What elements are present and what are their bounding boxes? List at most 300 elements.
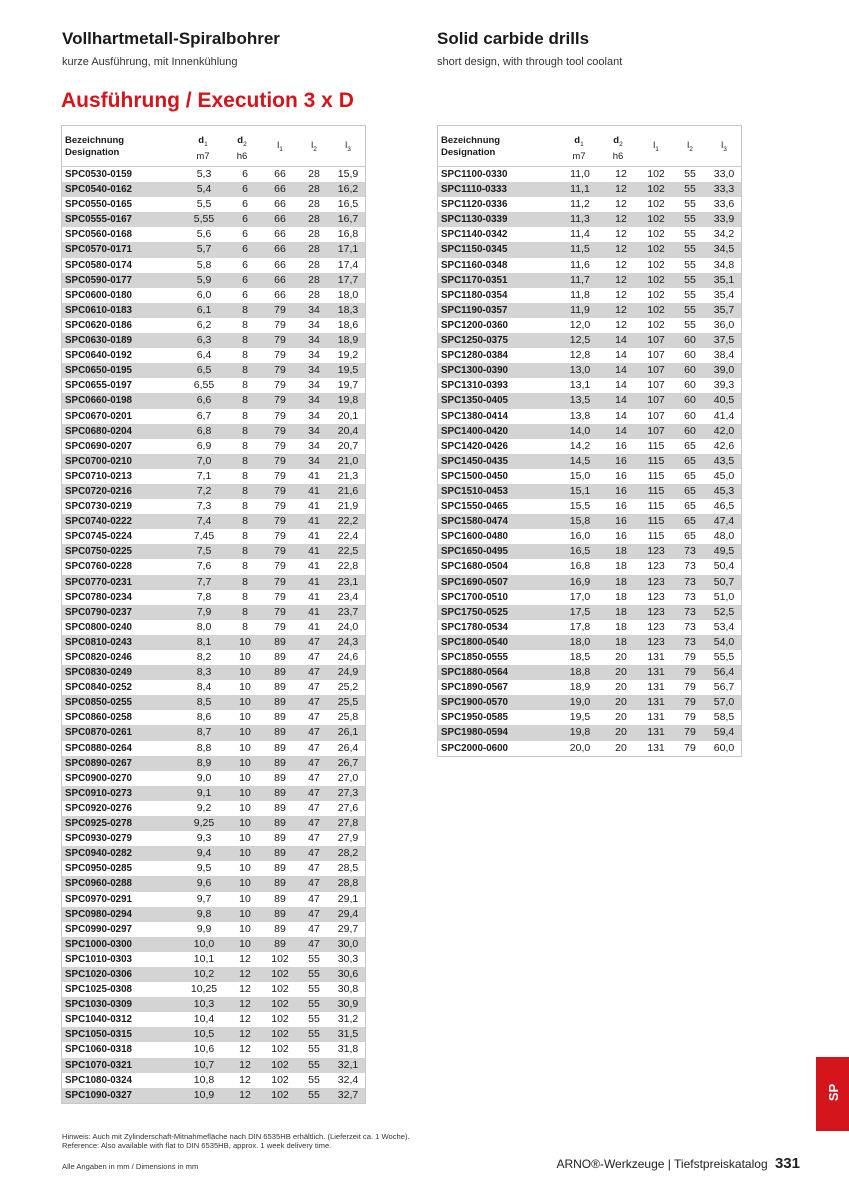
cell-designation: SPC0640-0192 <box>65 350 132 362</box>
cell-designation: SPC0660-0198 <box>65 395 132 407</box>
cell-l1: 102 <box>271 952 289 965</box>
cell-designation: SPC0650-0195 <box>65 365 132 377</box>
cell-designation: SPC1980-0594 <box>441 727 508 739</box>
cell-l1: 115 <box>647 469 665 482</box>
cell-designation: SPC0820-0246 <box>65 652 132 663</box>
cell-l1: 79 <box>274 620 286 633</box>
cell-l3: 16,5 <box>337 198 359 211</box>
cell-l1: 89 <box>274 771 286 784</box>
cell-l1: 89 <box>274 651 286 663</box>
cell-l2: 47 <box>308 877 320 890</box>
cell-designation: SPC1030-0309 <box>65 999 132 1011</box>
cell-l2: 55 <box>308 998 320 1011</box>
cell-l3: 26,4 <box>337 741 359 754</box>
cell-l2: 47 <box>308 892 320 905</box>
cell-l1: 107 <box>647 349 665 362</box>
cell-l2: 79 <box>684 666 696 679</box>
table-row <box>62 167 365 182</box>
cell-d1: 7,6 <box>196 560 212 573</box>
cell-l2: 65 <box>684 530 696 543</box>
cell-l1: 123 <box>647 590 665 603</box>
cell-d1: 5,3 <box>196 168 212 180</box>
cell-d2: 16 <box>615 439 627 452</box>
cell-designation: SPC0570-0171 <box>65 244 132 256</box>
cell-designation: SPC1150-0345 <box>441 244 508 256</box>
cell-d1: 11,8 <box>570 288 590 301</box>
cell-l2: 79 <box>684 696 696 709</box>
cell-d1: 6,8 <box>196 424 212 437</box>
cell-d1: 10,2 <box>193 967 215 980</box>
cell-l2: 34 <box>308 303 320 316</box>
cell-d1: 9,25 <box>193 817 215 830</box>
cell-designation: SPC1800-0540 <box>441 636 508 648</box>
cell-l2: 65 <box>684 515 696 528</box>
cell-designation: SPC1060-0318 <box>65 1044 132 1056</box>
title-de: Vollhartmetall-Spiralbohrer <box>62 29 280 48</box>
execution-heading: Ausführung / Execution 3 x D <box>61 89 354 112</box>
cell-designation: SPC1190-0357 <box>441 304 508 316</box>
cell-designation: SPC0980-0294 <box>65 908 132 920</box>
cell-l1: 66 <box>274 213 286 226</box>
header-l1-symbol: l <box>653 140 656 151</box>
cell-l1: 89 <box>274 862 286 875</box>
cell-d2: 18 <box>615 590 627 603</box>
cell-l2: 41 <box>308 575 320 588</box>
cell-l1: 102 <box>271 1028 289 1041</box>
cell-l3: 42,0 <box>713 424 735 437</box>
cell-d1: 7,7 <box>196 575 212 588</box>
cell-d1: 6,9 <box>196 439 212 452</box>
cell-designation: SPC1450-0435 <box>441 455 508 467</box>
cell-d1: 10,4 <box>193 1013 215 1026</box>
table-row <box>62 559 365 574</box>
cell-l1: 66 <box>274 183 286 196</box>
cell-d1: 17,0 <box>569 590 591 603</box>
cell-designation: SPC1420-0426 <box>441 440 508 452</box>
cell-l3: 28,2 <box>337 847 359 860</box>
cell-l3: 38,4 <box>713 349 735 362</box>
table-row <box>62 801 365 816</box>
cell-d2: 20 <box>615 741 627 754</box>
cell-l1: 89 <box>274 907 286 920</box>
cell-l3: 56,4 <box>713 666 735 679</box>
cell-l3: 46,5 <box>713 500 735 513</box>
header-d2-tolerance: h6 <box>236 150 248 162</box>
cell-l1: 89 <box>274 681 286 694</box>
cell-d2: 18 <box>615 575 627 588</box>
table-row <box>62 1042 365 1057</box>
cell-d2: 10 <box>239 922 251 935</box>
cell-d2: 14 <box>615 409 627 422</box>
cell-d1: 6,6 <box>196 394 212 407</box>
table-row <box>62 635 365 650</box>
cell-l2: 60 <box>684 394 696 407</box>
cell-l1: 79 <box>274 484 286 497</box>
cell-d1: 7,0 <box>196 454 212 467</box>
cell-l3: 18,9 <box>337 334 359 347</box>
cell-l3: 29,1 <box>337 892 359 905</box>
table-row <box>62 197 365 212</box>
cell-d1: 6,0 <box>196 288 212 301</box>
cell-d2: 14 <box>615 394 627 407</box>
cell-l3: 30,9 <box>337 998 359 1011</box>
cell-d1: 18,5 <box>569 651 591 663</box>
cell-l1: 107 <box>647 409 665 422</box>
cell-designation: SPC1090-0327 <box>65 1089 132 1101</box>
cell-d2: 10 <box>239 801 251 814</box>
cell-l2: 55 <box>308 1058 320 1071</box>
cell-d1: 7,2 <box>196 484 212 497</box>
cell-l1: 66 <box>274 243 286 256</box>
cell-d1: 15,1 <box>569 484 591 497</box>
cell-designation: SPC0720-0216 <box>65 485 132 497</box>
cell-l3: 43,5 <box>713 454 735 467</box>
cell-l3: 40,5 <box>713 394 735 407</box>
cell-designation: SPC1020-0306 <box>65 968 132 980</box>
cell-l3: 25,8 <box>337 711 359 724</box>
cell-designation: SPC0970-0291 <box>65 893 132 905</box>
cell-l3: 22,5 <box>337 545 359 558</box>
cell-designation: SPC0670-0201 <box>65 410 132 422</box>
cell-l1: 89 <box>274 726 286 739</box>
cell-d1: 6,55 <box>193 379 215 392</box>
cell-d2: 8 <box>242 454 248 467</box>
cell-d2: 16 <box>615 530 627 543</box>
cell-l3: 30,6 <box>337 967 359 980</box>
cell-d1: 20,0 <box>569 741 591 754</box>
cell-l2: 65 <box>684 500 696 513</box>
cell-l2: 34 <box>308 424 320 437</box>
cell-l3: 20,1 <box>337 409 359 422</box>
cell-d1: 5,9 <box>196 273 212 286</box>
cell-l2: 41 <box>308 500 320 513</box>
header-designation-de: Bezeichnung <box>65 135 125 146</box>
cell-designation: SPC1350-0405 <box>441 395 508 407</box>
table-row <box>438 439 741 454</box>
table-row <box>438 499 741 514</box>
cell-l1: 131 <box>647 726 665 739</box>
header-d1-tolerance: m7 <box>196 150 210 162</box>
cell-d2: 8 <box>242 318 248 331</box>
cell-d1: 15,0 <box>569 469 591 482</box>
cell-d2: 8 <box>242 379 248 392</box>
table-row <box>62 1058 365 1073</box>
cell-l2: 55 <box>308 1073 320 1086</box>
table-row <box>62 725 365 740</box>
cell-l1: 89 <box>274 635 286 648</box>
cell-d2: 18 <box>615 605 627 618</box>
cell-l1: 102 <box>647 258 665 271</box>
section-tab[interactable] <box>816 1057 849 1131</box>
cell-designation: SPC1070-0321 <box>65 1059 132 1071</box>
cell-d1: 15,5 <box>569 500 591 513</box>
cell-d1: 6,2 <box>196 318 212 331</box>
cell-d2: 10 <box>239 681 251 694</box>
section-tab-label: SP <box>826 1083 842 1102</box>
table-row <box>62 363 365 378</box>
cell-d2: 12 <box>239 967 251 980</box>
cell-d1: 16,9 <box>569 575 591 588</box>
cell-designation: SPC0550-0165 <box>65 199 132 211</box>
cell-d1: 7,3 <box>196 500 212 513</box>
cell-l3: 27,3 <box>337 786 359 799</box>
cell-designation: SPC1580-0474 <box>441 516 508 528</box>
cell-d1: 19,8 <box>569 726 591 739</box>
cell-l1: 89 <box>274 801 286 814</box>
cell-l2: 47 <box>308 681 320 694</box>
cell-l1: 123 <box>647 620 665 633</box>
cell-l3: 33,9 <box>713 213 735 226</box>
header-designation-en: Designation <box>65 147 120 158</box>
cell-designation: SPC1510-0453 <box>441 485 508 497</box>
cell-l1: 79 <box>274 439 286 452</box>
header-designation-en: Designation <box>441 147 496 158</box>
cell-l1: 123 <box>647 575 665 588</box>
cell-l2: 55 <box>684 258 696 271</box>
cell-designation: SPC0730-0219 <box>65 501 132 513</box>
cell-d1: 11,1 <box>570 183 590 196</box>
cell-l3: 42,6 <box>713 439 735 452</box>
cell-l1: 79 <box>274 349 286 362</box>
cell-l1: 79 <box>274 394 286 407</box>
cell-l3: 57,0 <box>713 696 735 709</box>
cell-l3: 33,3 <box>713 183 735 196</box>
cell-l3: 56,7 <box>713 681 735 694</box>
cell-designation: SPC0555-0167 <box>65 214 132 226</box>
cell-l3: 24,9 <box>337 666 359 679</box>
cell-d1: 6,5 <box>196 364 212 377</box>
cell-d2: 18 <box>615 545 627 558</box>
cell-l1: 131 <box>647 696 665 709</box>
cell-l1: 66 <box>274 168 286 180</box>
cell-l2: 47 <box>308 771 320 784</box>
cell-l2: 28 <box>308 228 320 241</box>
cell-d2: 10 <box>239 862 251 875</box>
table-row <box>438 258 741 273</box>
cell-l3: 18,3 <box>337 303 359 316</box>
cell-designation: SPC1680-0504 <box>441 561 508 573</box>
table-row <box>438 333 741 348</box>
cell-l3: 16,2 <box>337 183 359 196</box>
cell-d1: 6,1 <box>196 303 212 316</box>
cell-l3: 17,7 <box>337 273 359 286</box>
cell-l1: 123 <box>647 560 665 573</box>
table-row <box>438 212 741 227</box>
cell-l3: 34,2 <box>713 228 735 241</box>
cell-l1: 107 <box>647 334 665 347</box>
table-row <box>62 907 365 922</box>
cell-d1: 5,4 <box>196 183 212 196</box>
table-row <box>438 242 741 257</box>
table-row <box>62 620 365 635</box>
cell-l2: 55 <box>308 967 320 980</box>
cell-d1: 8,4 <box>196 681 212 694</box>
cell-d2: 10 <box>239 771 251 784</box>
cell-designation: SPC0860-0258 <box>65 712 132 724</box>
table-row <box>62 242 365 257</box>
table-row <box>62 348 365 363</box>
cell-d1: 8,3 <box>196 666 212 679</box>
cell-designation: SPC2000-0600 <box>441 742 508 754</box>
cell-designation: SPC1200-0360 <box>441 319 508 331</box>
cell-d2: 10 <box>239 635 251 648</box>
cell-d1: 10,0 <box>193 937 215 950</box>
cell-designation: SPC0925-0278 <box>65 818 132 830</box>
cell-d2: 8 <box>242 409 248 422</box>
cell-l1: 66 <box>274 273 286 286</box>
table-row <box>62 741 365 756</box>
header-designation-de: Bezeichnung <box>441 135 501 146</box>
cell-l2: 55 <box>308 1088 320 1101</box>
cell-l1: 102 <box>647 228 665 241</box>
subtitle-de: kurze Ausführung, mit Innenkühlung <box>62 56 238 68</box>
cell-l1: 107 <box>647 379 665 392</box>
cell-d2: 18 <box>615 620 627 633</box>
cell-d2: 8 <box>242 530 248 543</box>
cell-l1: 131 <box>647 681 665 694</box>
cell-l3: 17,1 <box>337 243 359 256</box>
cell-l3: 28,5 <box>337 862 359 875</box>
cell-l1: 66 <box>274 258 286 271</box>
table-row <box>62 665 365 680</box>
cell-d1: 12,5 <box>569 334 591 347</box>
cell-l2: 41 <box>308 605 320 618</box>
cell-d1: 6,4 <box>196 349 212 362</box>
cell-l1: 115 <box>647 439 665 452</box>
cell-designation: SPC1500-0450 <box>441 470 508 482</box>
cell-designation: SPC0655-0197 <box>65 380 132 392</box>
cell-d2: 10 <box>239 832 251 845</box>
header-l3-symbol: l <box>345 140 348 151</box>
cell-l2: 41 <box>308 515 320 528</box>
cell-d2: 20 <box>615 696 627 709</box>
cell-d1: 8,6 <box>196 711 212 724</box>
cell-designation: SPC1850-0555 <box>441 652 508 663</box>
cell-l3: 19,7 <box>337 379 359 392</box>
table-row <box>62 288 365 303</box>
table-row <box>62 378 365 393</box>
cell-l1: 89 <box>274 847 286 860</box>
cell-l3: 54,0 <box>713 635 735 648</box>
cell-designation: SPC1310-0393 <box>441 380 508 392</box>
cell-l1: 79 <box>274 334 286 347</box>
cell-l2: 28 <box>308 183 320 196</box>
cell-d2: 10 <box>239 651 251 663</box>
cell-d1: 11,5 <box>570 243 590 256</box>
cell-l1: 131 <box>647 741 665 754</box>
cell-d2: 8 <box>242 590 248 603</box>
cell-d2: 8 <box>242 575 248 588</box>
cell-l1: 89 <box>274 892 286 905</box>
table-row <box>438 650 741 665</box>
cell-l2: 28 <box>308 198 320 211</box>
table-row <box>438 605 741 620</box>
table-row <box>438 484 741 499</box>
cell-d2: 12 <box>615 273 627 286</box>
cell-d2: 8 <box>242 303 248 316</box>
cell-l2: 60 <box>684 409 696 422</box>
cell-designation: SPC0770-0231 <box>65 576 132 588</box>
cell-l3: 22,8 <box>337 560 359 573</box>
cell-l1: 123 <box>647 605 665 618</box>
cell-d2: 20 <box>615 681 627 694</box>
cell-l1: 89 <box>274 922 286 935</box>
cell-l3: 33,0 <box>713 168 735 180</box>
cell-l1: 79 <box>274 590 286 603</box>
table-row <box>62 861 365 876</box>
cell-designation: SPC0950-0285 <box>65 863 132 875</box>
cell-l1: 79 <box>274 303 286 316</box>
cell-l1: 66 <box>274 288 286 301</box>
cell-designation: SPC0930-0279 <box>65 833 132 845</box>
table-row <box>62 182 365 197</box>
cell-l3: 27,8 <box>337 817 359 830</box>
cell-d1: 5,5 <box>196 198 212 211</box>
cell-l3: 33,6 <box>713 198 735 211</box>
table-row <box>62 892 365 907</box>
table-row <box>62 1027 365 1042</box>
cell-d2: 8 <box>242 424 248 437</box>
cell-designation: SPC0590-0177 <box>65 274 132 286</box>
cell-d1: 11,4 <box>570 228 590 241</box>
table-row <box>62 484 365 499</box>
cell-d2: 18 <box>615 635 627 648</box>
cell-l1: 89 <box>274 666 286 679</box>
cell-designation: SPC0790-0237 <box>65 606 132 618</box>
table-row <box>62 439 365 454</box>
cell-d2: 12 <box>239 998 251 1011</box>
table-left <box>61 125 366 1104</box>
table-row <box>62 756 365 771</box>
table-row <box>62 454 365 469</box>
cell-designation: SPC0560-0168 <box>65 229 132 241</box>
table-row <box>62 680 365 695</box>
cell-l2: 47 <box>308 786 320 799</box>
cell-d2: 12 <box>615 213 627 226</box>
cell-designation: SPC1890-0567 <box>441 682 508 694</box>
cell-l2: 73 <box>684 635 696 648</box>
cell-d1: 5,7 <box>196 243 212 256</box>
cell-d1: 9,3 <box>196 832 212 845</box>
cell-l3: 32,4 <box>337 1073 359 1086</box>
cell-designation: SPC1180-0354 <box>441 289 508 301</box>
header-d2-symbol: d <box>237 135 244 146</box>
cell-l3: 51,0 <box>713 590 735 603</box>
header-l2-sub: 2 <box>689 145 693 153</box>
footer <box>556 1155 800 1172</box>
cell-l3: 23,7 <box>337 605 359 618</box>
cell-l2: 55 <box>684 198 696 211</box>
cell-l1: 66 <box>274 228 286 241</box>
header-d2-symbol: d <box>613 135 620 146</box>
header-d1-sub: 1 <box>580 140 584 148</box>
cell-l1: 123 <box>647 635 665 648</box>
cell-designation: SPC1140-0342 <box>441 229 508 241</box>
table-row <box>62 876 365 891</box>
cell-l3: 16,7 <box>337 213 359 226</box>
cell-l2: 47 <box>308 862 320 875</box>
cell-l2: 55 <box>308 1043 320 1056</box>
cell-l3: 48,0 <box>713 530 735 543</box>
table-row <box>62 710 365 725</box>
table-row <box>62 303 365 318</box>
cell-l2: 47 <box>308 726 320 739</box>
cell-l3: 21,3 <box>337 469 359 482</box>
cell-l2: 47 <box>308 937 320 950</box>
cell-l1: 89 <box>274 741 286 754</box>
table-row <box>62 997 365 1012</box>
cell-d2: 12 <box>239 983 251 996</box>
